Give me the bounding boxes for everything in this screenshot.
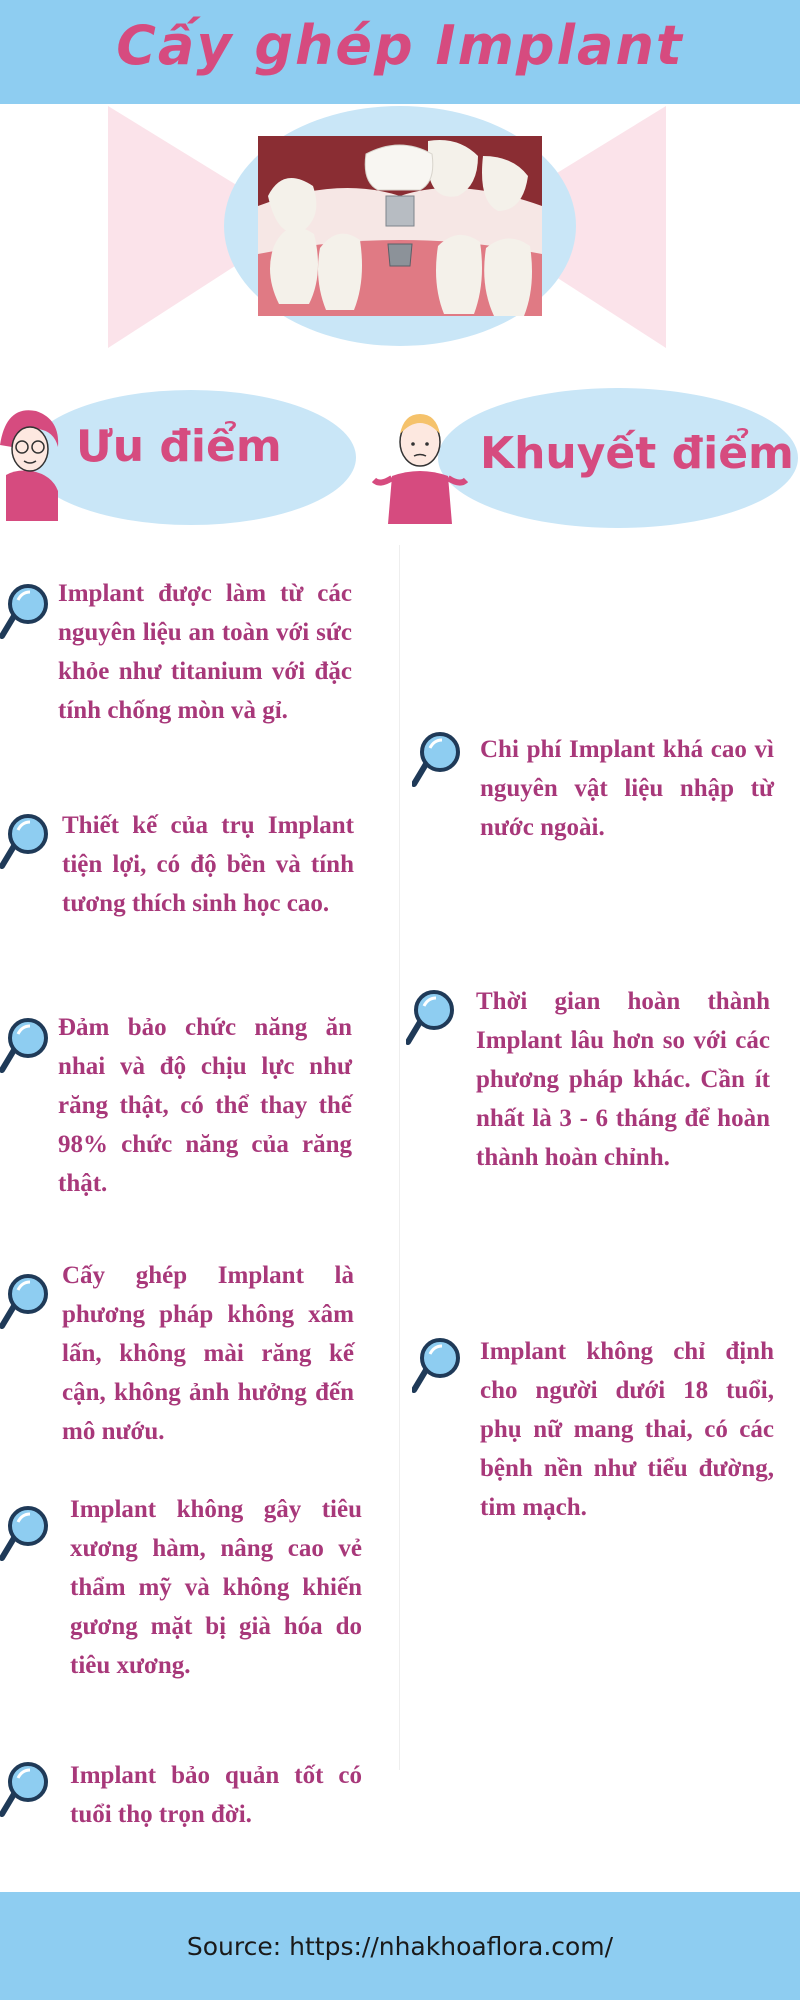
magnifier-icon	[0, 1016, 52, 1074]
cons-badge	[372, 388, 792, 528]
magnifier-icon	[406, 988, 458, 1046]
magnifier-icon	[0, 1760, 52, 1818]
magnifier-icon	[0, 1504, 52, 1562]
pros-item-text: Cấy ghép Implant là phương pháp không xâm lấn, không mài răng kế cận, không ảnh hưởng đến mô nướu.	[62, 1262, 354, 1445]
magnifier-icon	[0, 582, 52, 640]
man-shrug-icon	[372, 406, 468, 524]
source-link[interactable]: Source: https://nhakhoaflora.com/	[186, 1932, 614, 1961]
magnifier-icon	[412, 1336, 464, 1394]
cons-item-text: Chi phí Implant khá cao vì nguyên vật liệu nhập từ nước ngoài.	[480, 736, 774, 841]
woman-avatar-icon	[0, 405, 62, 521]
magnifier-icon	[0, 812, 52, 870]
pros-item-text: Implant được làm từ các nguyên liệu an toàn với sức khỏe như titanium với đặc tính chống mòn và gỉ.	[58, 580, 352, 724]
pros-label: Ưu điểm	[76, 421, 282, 472]
pros-item-text: Implant không gây tiêu xương hàm, nâng cao vẻ thẩm mỹ và không khiến gương mặt bị già hóa do tiêu xương.	[70, 1496, 362, 1679]
magnifier-icon	[412, 730, 464, 788]
cons-label: Khuyết điểm	[480, 428, 794, 479]
pros-item-text: Implant bảo quản tốt có tuổi thọ trọn đời.	[70, 1762, 362, 1828]
header-band	[0, 0, 800, 104]
footer-band	[0, 1892, 800, 2000]
column-divider	[399, 545, 400, 1770]
implant-tooth-illustration	[258, 136, 542, 316]
magnifier-icon	[0, 1272, 52, 1330]
pros-item-text: Đảm bảo chức năng ăn nhai và độ chịu lực như răng thật, có thể thay thế 98% chức năng của răng thật.	[58, 1014, 352, 1197]
pros-item-text: Thiết kế của trụ Implant tiện lợi, có độ bền và tính tương thích sinh học cao.	[62, 812, 354, 917]
cons-item-text: Thời gian hoàn thành Implant lâu hơn so với các phương pháp khác. Cần ít nhất là 3 - 6 tháng để hoàn thành hoàn chỉnh.	[476, 988, 770, 1171]
cons-item-text: Implant không chỉ định cho người dưới 18 tuổi, phụ nữ mang thai, có các bệnh nền như tiểu đường, tim mạch.	[480, 1338, 774, 1521]
page-title: Cấy ghép Implant	[116, 14, 684, 77]
pros-badge	[0, 385, 420, 525]
